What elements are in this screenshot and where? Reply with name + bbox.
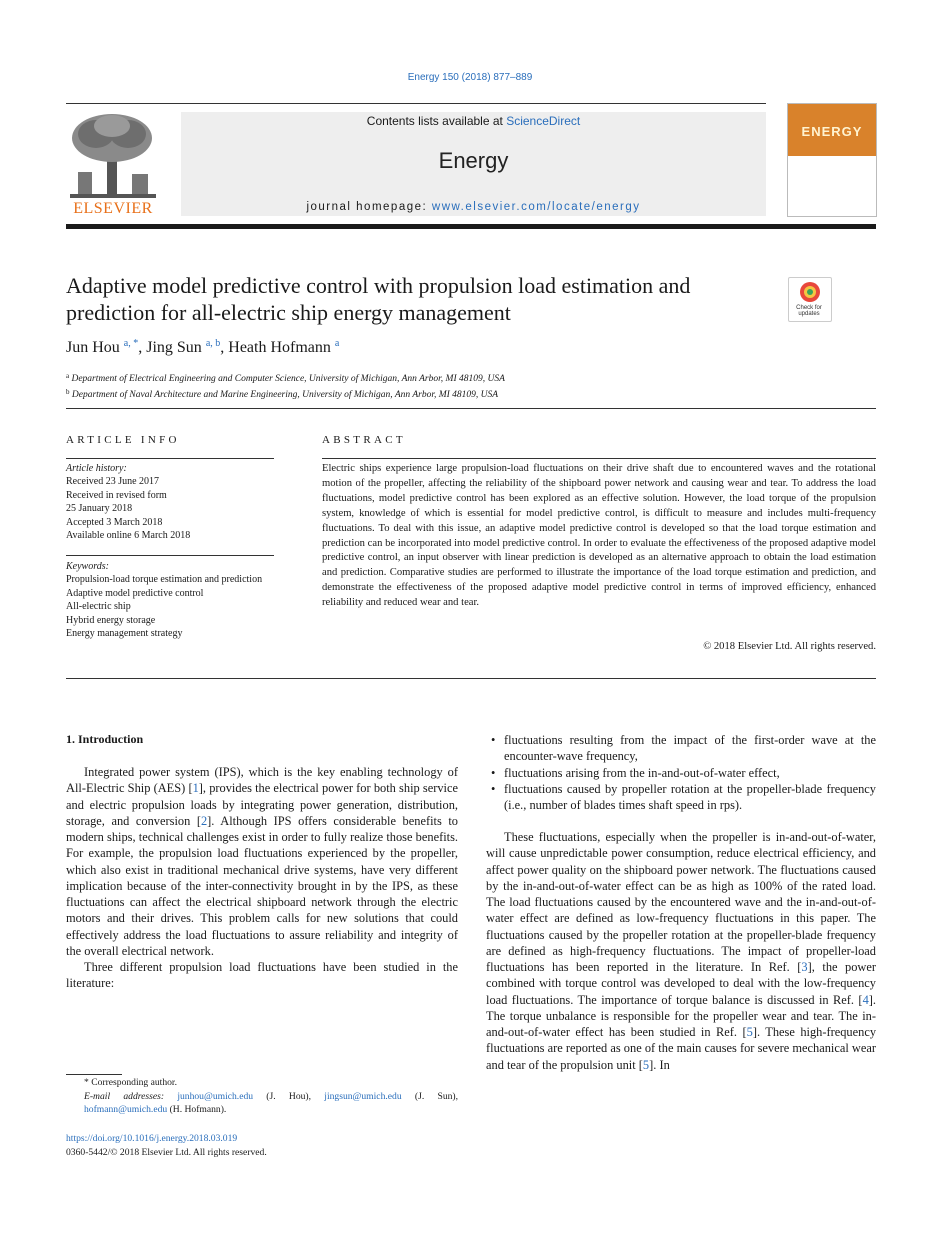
section-heading: 1. Introduction [66, 732, 144, 746]
keyword-item: Adaptive model predictive control [66, 587, 204, 599]
divider [66, 555, 274, 556]
reference-link[interactable]: 1 [192, 781, 199, 796]
keyword-item: Propulsion-load torque estimation and prediction [66, 574, 263, 586]
text-run: ], the power combined with torque control was developed to deal with the low-frequency load fluctuations. The importance of torque balance is discussed in Ref. [ [486, 960, 876, 1007]
email-owner: (J. Hou), [253, 1090, 325, 1102]
divider [66, 408, 876, 409]
sciencedirect-link[interactable]: ScienceDirect [506, 114, 581, 128]
contents-availability [181, 114, 766, 128]
journal-homepage [181, 201, 766, 213]
author-name[interactable]: Jing Sun [146, 339, 202, 356]
reference-link[interactable]: 5 [642, 1057, 650, 1072]
header-top-rule [66, 103, 766, 104]
article-history [66, 462, 190, 542]
keywords [66, 560, 266, 640]
history-label: Article history: [66, 463, 127, 474]
article-title: Adaptive model predictive control with propulsion load estimation and prediction for all-electric ship energy management [66, 273, 691, 325]
contents-prefix: Contents lists available at [366, 114, 507, 128]
author-separator: , [138, 339, 147, 356]
article-info-heading: ARTICLE INFO [66, 434, 180, 446]
reference-link[interactable]: 3 [801, 960, 808, 974]
email-label: E-mail addresses: [84, 1090, 178, 1102]
author-name[interactable]: Jun Hou [66, 339, 120, 356]
homepage-link[interactable]: www.elsevier.com/locate/energy [431, 201, 641, 213]
text-run: ]. The torque unbalance is responsible for the propeller wear and tear. The in-and-out-of-water effect has been studied in Ref. [ [486, 992, 876, 1039]
list-item: • fluctuations caused by propeller rotation at the propeller-blade frequency (i.e., number of blades times shaft speed in rps). [486, 781, 876, 814]
keyword-item: Hybrid energy storage [66, 614, 156, 626]
keyword-item: All-electric ship [66, 601, 131, 613]
history-item: Accepted 3 March 2018 [66, 516, 163, 528]
text-run: These fluctuations, especially when the propeller is in-and-out-of-water, will cause unpredictable power consumption, reduce electrical efficiency, and affect power quality on the shipboard power network. The fluctuations caused by the in-and-out-of-water effect can be as high as 100% of the rated load. The load fluctuations caused by the encountered wave and the in-and-out-of-water effect are defined as low-frequency fluctuations in this paper. The fluctuations caused by the propeller rotation at the propeller-blade frequency are defined as high-frequency fluctuations. The impact of propeller-load fluctuations has been reported in the literature. In Ref. [ [486, 830, 876, 974]
paragraph [486, 829, 876, 1073]
email-link[interactable]: jingsun@umich.edu [324, 1090, 402, 1102]
affiliations [66, 370, 505, 402]
abstract-heading: ABSTRACT [322, 434, 406, 446]
author-list [66, 338, 339, 357]
paragraph: Three different propulsion load fluctuations have been studied in the literature: [66, 960, 458, 991]
updates-icon [789, 278, 831, 304]
affiliation-text: Department of Electrical Engineering and Computer Science, University of Michigan, Ann Arbor, MI 48109, USA [71, 374, 505, 384]
author-affiliation-mark[interactable]: a, b [205, 338, 221, 349]
footnote [66, 1076, 458, 1117]
email-owner: (H. Hofmann). [167, 1104, 227, 1115]
text-run: ]. These high-frequency fluctuations are reported as one of the main causes for severe mechanical wear and tear of the propulsion unit [ [486, 1025, 877, 1072]
journal-citation-link[interactable]: Energy 150 (2018) 877–889 [407, 72, 533, 83]
journal-cover-thumbnail[interactable] [787, 103, 877, 217]
issn-line: 0360-5442/© 2018 Elsevier Ltd. All rights reserved. [66, 1146, 267, 1158]
tree-icon [66, 112, 160, 200]
affiliation-text: Department of Naval Architecture and Marine Engineering, University of Michigan, Ann Arbor, MI 48109, USA [71, 390, 499, 400]
email-link[interactable]: hofmann@umich.edu [84, 1104, 168, 1115]
elsevier-wordmark: ELSEVIER [73, 200, 153, 217]
email-owner: (J. Sun), [401, 1090, 459, 1102]
history-item: 25 January 2018 [66, 503, 133, 515]
paragraph [66, 764, 458, 959]
footnote-rule [66, 1074, 122, 1075]
doi-block [66, 1132, 267, 1159]
abstract-copyright: © 2018 Elsevier Ltd. All rights reserved. [703, 641, 876, 652]
author-name[interactable]: Heath Hofmann [228, 339, 331, 356]
reference-link[interactable]: 4 [862, 992, 869, 1007]
divider [66, 458, 274, 459]
list-item: • fluctuations resulting from the impact of the first-order wave at the encounter-wave frequency, [486, 732, 876, 765]
cover-title: ENERGY [801, 124, 863, 139]
author-affiliation-mark[interactable]: a, * [123, 338, 139, 349]
text-run: Integrated power system (IPS), which is the key enabling technology of All-Electric Ship (AES) [ [66, 765, 458, 796]
check-for-updates-label: Check for updates [796, 305, 822, 317]
affiliation-item [66, 386, 505, 402]
history-item: Received 23 June 2017 [66, 476, 160, 488]
divider [322, 458, 876, 459]
doi-link[interactable]: https://doi.org/10.1016/j.energy.2018.03.019 [66, 1133, 238, 1144]
email-link[interactable]: junhou@umich.edu [177, 1090, 254, 1102]
affiliation-item [66, 370, 505, 386]
reference-link[interactable]: 2 [200, 813, 208, 828]
homepage-prefix: journal homepage: [306, 201, 432, 213]
divider [66, 678, 876, 679]
list-item: • fluctuations arising from the in-and-out-of-water effect, [486, 765, 876, 781]
text-run: ]. Although IPS offers considerable benefits to modern ships, technical challenges exist in order to fully realize those benefits. For example, the propulsion load fluctuations experienced by the propeller, which also exist in traditional mechanical drive systems, have very different implication because of the inter-connectivity brought in by the IPS, as these fluctuations can affect the electrical shipboard network through the electric motors and their drives. This problem calls for new solutions that could effectively address the load fluctuations to assure reliability and integrity of the overall electrical network. [66, 813, 458, 958]
history-item: Received in revised form [66, 489, 167, 501]
reference-link[interactable]: 5 [746, 1025, 753, 1039]
history-item: Available online 6 March 2018 [66, 530, 191, 542]
text-run: ]. In [649, 1057, 670, 1072]
fluctuation-list [486, 732, 876, 813]
email-addresses [66, 1090, 458, 1117]
abstract-text: Electric ships experience large propulsion-load fluctuations on their drive shaft due to encountered waves and the rotational motion of the propeller, affecting the reliability of the shipboard power network and causing wear and tear. To address the load fluctuations, model predictive control has been explored as an effective solution. However, the load torque of the propulsion system, knowledge of which is essential for model predictive control, is difficult to measure and includes multi-frequency fluctuations. To deal with this issue, an adaptive model predictive control is developed so that the load torque estimation and prediction can be incorporated into model predictive control. In order to evaluate the effectiveness of the proposed adaptive model predictive control, an input observer with linear prediction is developed as an alternative approach to obtain the load estimation and prediction. Comparative studies are performed to illustrate the importance of the load torque estimation and prediction, and demonstrate the effectiveness of the proposed adaptive model predictive control in terms of improved efficiency, enhanced reliability and reduced wear and tear. [322, 463, 876, 609]
header-thick-rule [66, 224, 876, 229]
author-separator: , [220, 339, 229, 356]
affiliation-mark: b [66, 388, 70, 396]
left-column [66, 764, 458, 992]
right-column [486, 829, 876, 1073]
journal-name: Energy [438, 148, 509, 173]
author-affiliation-mark[interactable]: a [334, 338, 340, 349]
keyword-item: Energy management strategy [66, 628, 183, 640]
keywords-label: Keywords: [66, 561, 109, 572]
text-run: ], provides the electrical power for both ship service and electric propulsion loads by integrating power generation, distribution, storage, and conversion [ [66, 781, 458, 828]
affiliation-mark: a [66, 372, 70, 380]
corresponding-author-note: * Corresponding author. [84, 1077, 177, 1088]
